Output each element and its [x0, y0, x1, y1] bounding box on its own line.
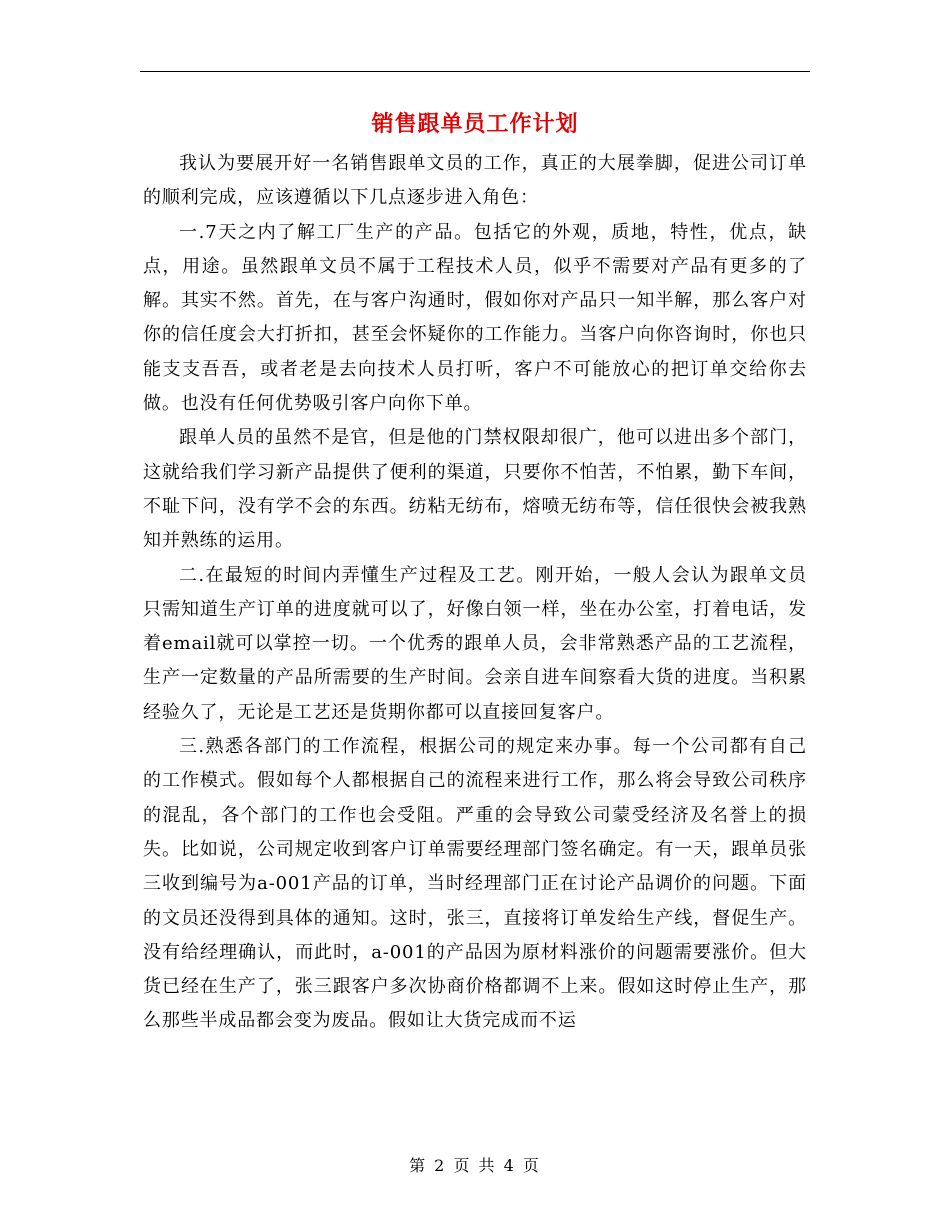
- paragraph-point-three: 三.熟悉各部门的工作流程，根据公司的规定来办事。每一个公司都有自己的工作模式。假如每个人都根据自己的流程来进行工作，那么将会导致公司秩序的混乱，各个部门的工作也会受阻。严重的会导致公司蒙受经济及名誉上的损失。比如说，公司规定收到客户订单需要经理部门签名确定。有一天，跟单员张三收到编号为a-001产品的订单，当时经理部门正在讨论产品调价的问题。下面的文员还没得到具体的通知。这时，张三，直接将订单发给生产线，督促生产。没有给经理确认，而此时，a-001的产品因为原材料涨价的问题需要涨价。但大货已经在生产了，张三跟客户多次协商价格都调不上来。假如这时停止生产，那么那些半成品都会变为废品。假如让大货完成而不运: [143, 736, 807, 1032]
- paragraph-point-two: 二.在最短的时间内弄懂生产过程及工艺。刚开始，一般人会认为跟单文员只需知道生产订单的进度就可以了，好像白领一样，坐在办公室，打着电话，发着email就可以掌控一切。一个优秀的跟单人员，会非常熟悉产品的工艺流程，生产一定数量的产品所需要的生产时间。会亲自进车间察看大货的进度。当积累经验久了，无论是工艺还是货期你都可以直接回复客户。: [143, 564, 807, 723]
- document-title: 销售跟单员工作计划: [371, 111, 579, 137]
- header-rule: [140, 71, 810, 72]
- document-body: [143, 147, 807, 1039]
- paragraph-access: 跟单人员的虽然不是官，但是他的门禁权限却很广，他可以进出多个部门，这就给我们学习新产品提供了便利的渠道，只要你不怕苦，不怕累，勤下车间，不耻下问，没有学不会的东西。纺粘无纺布，熔喷无纺布等，信任很快会被我熟知并熟练的运用。: [143, 427, 807, 552]
- paragraph-point-one: 一.7天之内了解工厂生产的产品。包括它的外观，质地，特性，优点，缺点，用途。虽然跟单文员不属于工程技术人员，似乎不需要对产品有更多的了解。其实不然。首先，在与客户沟通时，假如你对产品只一知半解，那么客户对你的信任度会大打折扣，甚至会怀疑你的工作能力。当客户向你咨询时，你也只能支支吾吾，或者老是去向技术人员打听，客户不可能放心的把订单交给你去做。也没有任何优势吸引客户向你下单。: [143, 221, 807, 415]
- paragraph-intro: 我认为要展开好一名销售跟单文员的工作，真正的大展拳脚，促进公司订单的顺利完成，应该遵循以下几点逐步进入角色：: [143, 153, 807, 209]
- page-number: 第 2 页 共 4 页: [409, 1156, 541, 1175]
